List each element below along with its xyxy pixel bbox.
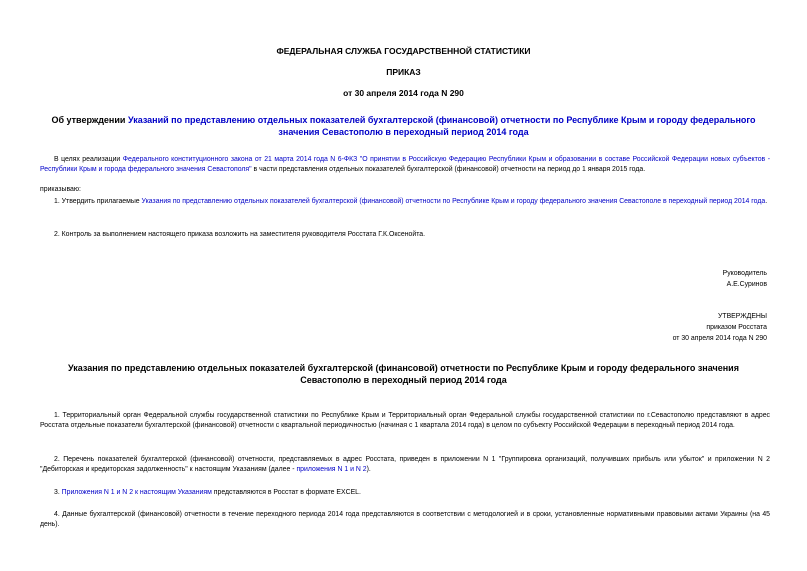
order-item-2: 2. Контроль за выполнением настоящего приказа возложить на заместителя руководителя Росстата Г.К.Оксенойта. <box>54 231 426 238</box>
instr-p3-text-end: представляются в Росстат в формате EXCEL. <box>211 489 361 496</box>
order-title-prefix: Об утверждении <box>51 115 128 125</box>
signature-block <box>723 268 767 290</box>
agency-name: ФЕДЕРАЛЬНАЯ СЛУЖБА ГОСУДАРСТВЕННОЙ СТАТИСТИКИ <box>276 46 531 56</box>
order-title-link[interactable]: Указаний по представлению отдельных показателей бухгалтерской (финансовой) отчетности по Республике Крым и городу федерального значения Севастополю в переходный период 2014 года <box>127 115 756 137</box>
signature-name: А.Е.Суринов <box>726 281 767 288</box>
preamble-text-end: в части представления отдельных показателей бухгалтерской (финансовой) отчетности на период до 1 января 2015 года. <box>251 165 646 173</box>
item1-text-end: . <box>765 198 768 205</box>
appendix-link[interactable]: приложения N 1 и N 2 <box>296 465 367 473</box>
order-item-1 <box>40 197 770 207</box>
signature-position: Руководитель <box>722 270 767 277</box>
item1-text-start: 1. Утвердить прилагаемые <box>54 198 142 205</box>
order-word: приказываю: <box>40 186 81 193</box>
instructions-title: Указания по представлению отдельных показателей бухгалтерской (финансовой) отчетности по Республике Крым и городу федерального значения Севастополю в переходный период 2014 года <box>68 363 739 385</box>
federal-law-link[interactable]: Федерального конституционного закона от 21 марта 2014 года N 6-ФКЗ "О принятии в Российскую Федерацию Республики Крым и образовании в составе Российской Федерации новых субъектов - Республики Крым и города федерального значения Севастополя" <box>40 156 770 173</box>
preamble-paragraph <box>40 155 770 174</box>
instr-paragraph-2 <box>40 455 770 474</box>
order-title <box>45 114 762 138</box>
appendices-link[interactable]: Приложения N 1 и N 2 к настоящим Указаниям <box>61 489 212 496</box>
instr-paragraph-1: 1. Территориальный орган Федеральной службы государственной статистики по Республике Крым и Территориальный орган Федеральной службы государственной статистики по г.Севастополю представляют в адрес Росстата отдельные показатели бухгалтерской (финансовой) отчетности с квартальной периодичностью (начиная с 1 квартала 2014 года) в целом по субъекту Российской Федерации в переходный период 2014 года. <box>40 412 770 429</box>
instr-paragraph-4: 4. Данные бухгалтерской (финансовой) отчетности в течение переходного периода 2014 года представляются в соответствии с методологией и в сроки, установленные нормативными правовыми актами Украины (на 45 день). <box>40 511 770 528</box>
instr-p2-text-start: 2. Перечень показателей бухгалтерской (финансовой) отчетности, представляемых в адрес Росстата, приведен в приложении N 1 "Группировка организаций, получивших прибыль или убыток" и приложении N 2 "Дебиторская и кредиторская задолженность" к настоящим Указаниям (далее - <box>40 456 770 473</box>
instr-paragraph-3 <box>40 488 770 498</box>
approval-line-3: от 30 апреля 2014 года N 290 <box>672 335 767 342</box>
instructions-link[interactable]: Указания по представлению отдельных показателей бухгалтерской (финансовой) отчетности по Республике Крым и городу федерального значения Севастополе в переходный период 2014 года <box>141 198 766 205</box>
approval-block <box>673 311 767 344</box>
preamble-text-start: В целях реализации <box>54 156 123 163</box>
doc-date: от 30 апреля 2014 года N 290 <box>343 88 464 98</box>
instr-p2-text-end: ). <box>366 465 371 473</box>
approval-line-1: УТВЕРЖДЕНЫ <box>718 313 767 320</box>
approval-line-2: приказом Росстата <box>706 324 767 331</box>
doc-type: ПРИКАЗ <box>386 67 421 77</box>
instr-p3-text-start: 3. <box>54 489 62 496</box>
